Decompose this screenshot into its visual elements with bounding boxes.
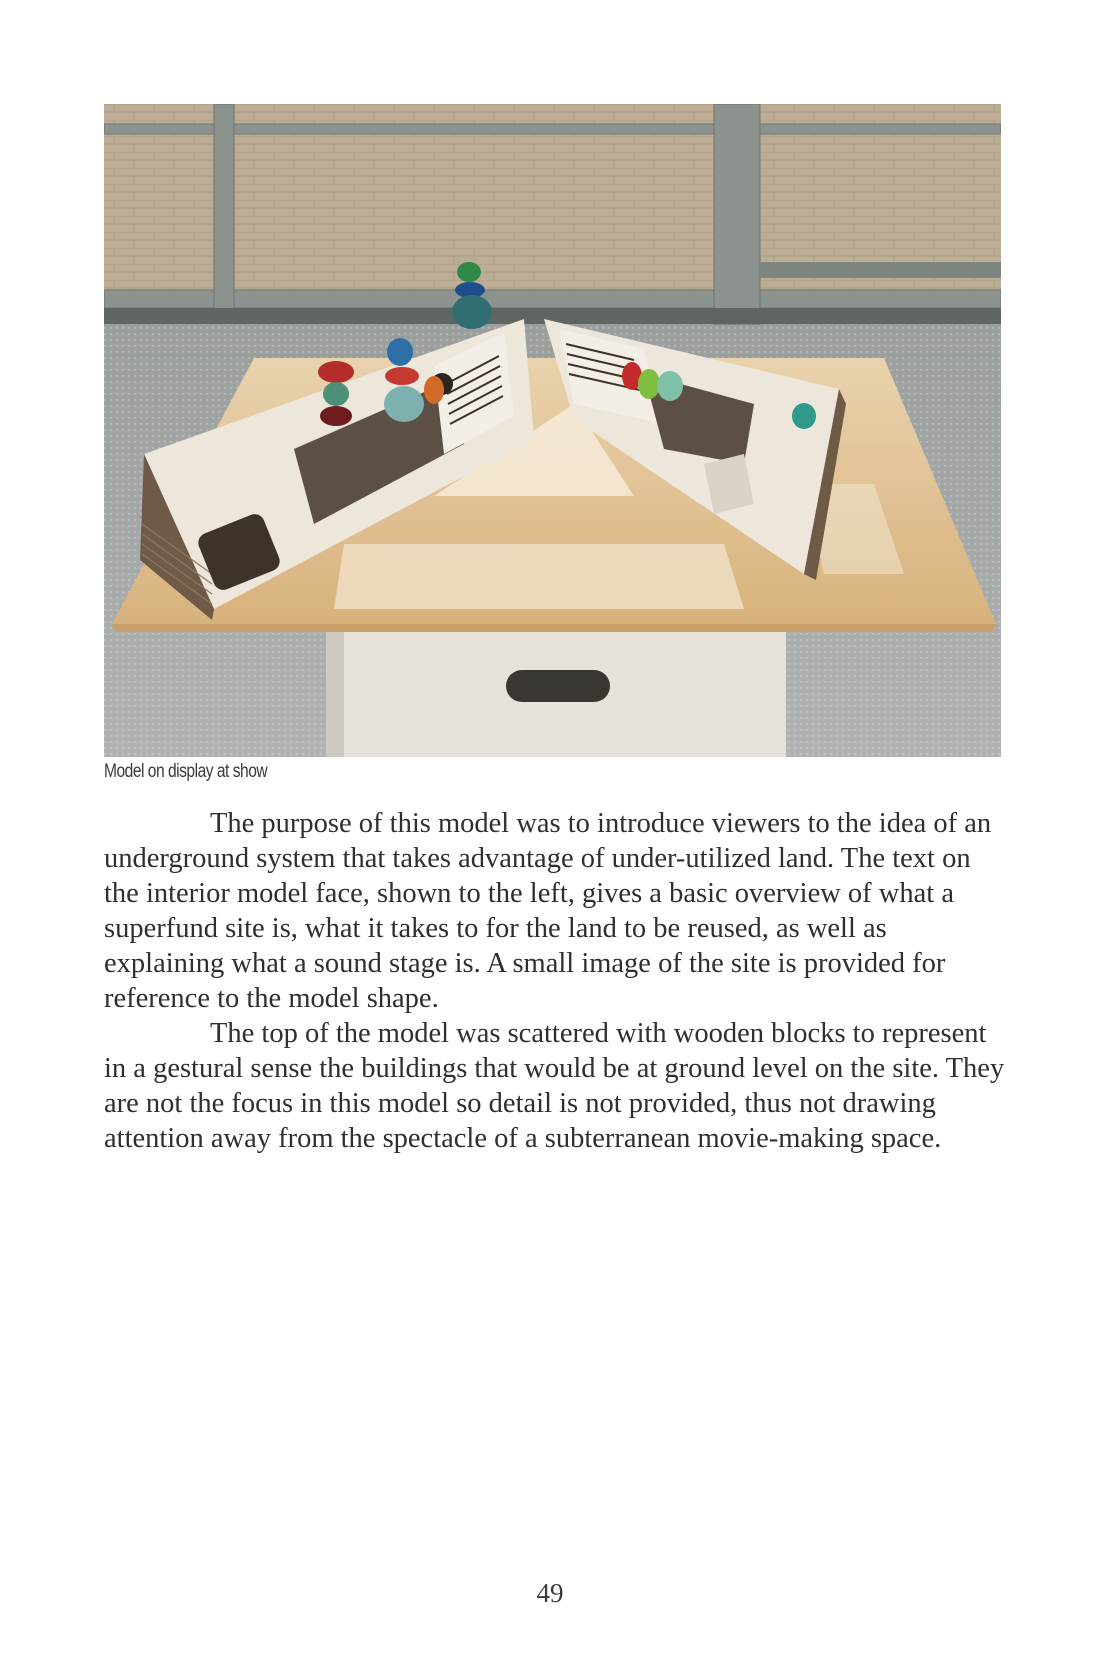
page-number: 49 [536, 1578, 564, 1608]
model-photo [104, 104, 1001, 757]
figure-caption: Model on display at show [104, 761, 268, 782]
paragraph: The top of the model was scattered with wooden blocks to represent in a gestural sense the buildings that would be at ground level on the site. They are not the focus in this model so detail is not provided, thus not drawing attention away from the spectacle of a subterranean movie-making space. [104, 1018, 1005, 1154]
body-text [104, 806, 1006, 1156]
paragraph: The purpose of this model was to introduce viewers to the idea of an underground system that takes advantage of under-utilized land. The text on the interior model face, shown to the left, gives a basic overview of what a superfund site is, what it takes to for the land to be reused, as well as explaining what a sound stage is. A small image of the site is provided for reference to the model shape. [104, 808, 992, 1014]
